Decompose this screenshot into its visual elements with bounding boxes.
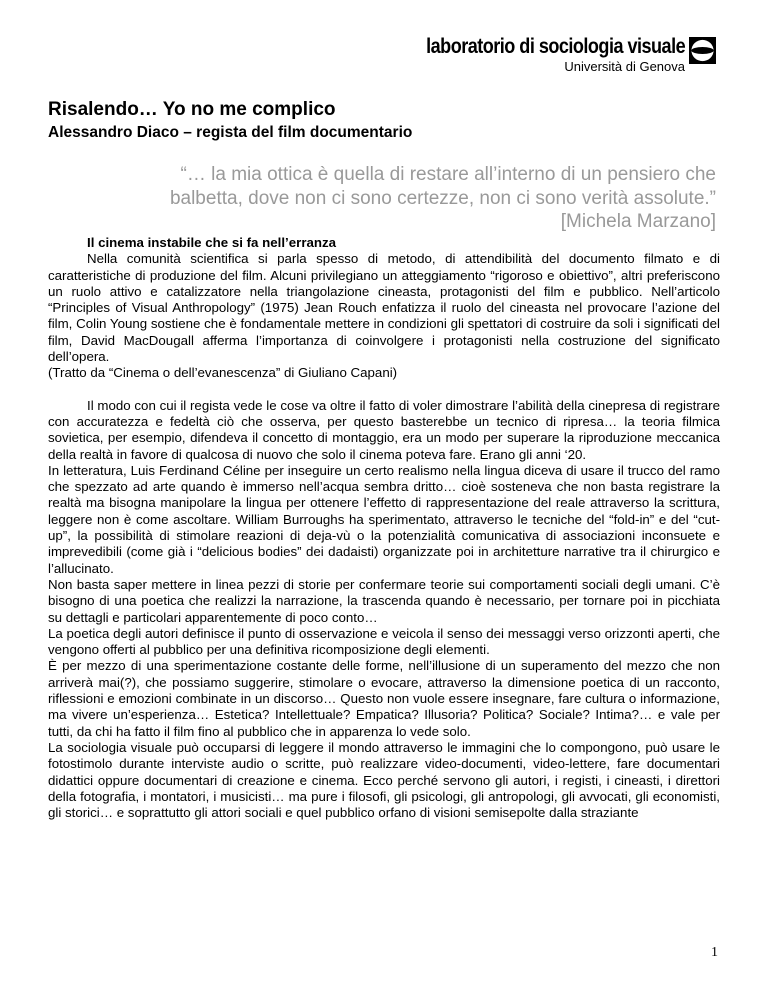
lab-name: laboratorio di sociologia visuale [426,35,685,58]
paragraph: In letteratura, Luis Ferdinand Céline per inseguire un certo realismo nella lingua diceva di usare il trucco del ramo che spezzato ad arte quando è immerso nell’acqua sembra dritto… cioè sosteneva che non basta registrare la realtà ma bisogna manipolare la lingua per ottenere l’effetto di rappresentazione del reale attraverso la scrittura, leggere non è come ascoltare. William Burroughs ha sperimentato, attraverso le tecniche del “fold-in” e del “cut-up”, la possibilità di stimolare reazioni di deja-vù o la potenzialità comunicativa di associazioni inconsuete e imprevedibili (come già i “delicious bodies” dei dadaisti) organizzate poi in architetture narrative tra il chirurgico e l’allucinato. [48,462,720,576]
university-name: Università di Genova [564,59,685,74]
paragraph: È per mezzo di una sperimentazione costante delle forme, nell’illusione di un superamento del mezzo che non arriverà mai(?), che possiamo suggerire, stimolare o evocare, attraverso la dimensione poetica di un racconto, riflessioni e emozioni combinate in un discorso… Questo non vuole essere insegnare, fare cultura o informazione, ma vivere un’esperienza… Estetica? Intellettuale? Empatica? Illusoria? Politica? Sociale? Intima?… e vale per tutti, da chi ha fatto il film fino al pubblico che in apparenza lo vede solo. [48,658,720,739]
header-text [384,36,685,75]
quote-author: [Michela Marzano] [560,211,716,232]
body-text [48,235,720,821]
document-subtitle: Alessandro Diaco – regista del film documentario [48,124,413,141]
paragraph: Nella comunità scientifica si parla spesso di metodo, di attendibilità del documento filmato e di caratteristiche di produzione del film. Alcuni privilegiano un atteggiamento “rigoroso e obiettivo”, altri preferiscono un ruolo attivo e catalizzatore nella triangolazione cineasta, protagonisti del film e pubblico. Nell’articolo “Principles of Visual Anthropology” (1975) Jean Rouch enfatizza il ruolo del cineasta nel provocare l’azione del film, Colin Young sostiene che è fondamentale mettere in condizioni gli spettatori di costruire da soli i significati del film, David MacDougall afferma l’importanza di coinvolgere i protagonisti nella costruzione del significato dell’opera. [48,251,720,365]
paragraph: La sociologia visuale può occuparsi di leggere il mondo attraverso le immagini che lo compongono, può usare le fotostimolo durante interviste audio o scritte, può realizzare video-documenti, video-lettere, fare documentari didattici oppure documentari di creazione e cinema. Ecco perché servono gli autori, i registi, i cineasti, i direttori della fotografia, i montatori, i musicisti… ma pure i filosofi, gli psicologi, gli antropologi, gli avvocati, gli economisti, gli storici… e soprattutto gli attori sociali e quel pubblico orfano di visioni semisepolte dalla straziante [48,739,720,821]
quote-line: balbetta, dove non ci sono certezze, non ci sono verità assolute.” [169,187,716,209]
epigraph-quote [156,163,716,234]
quote-line: “… la mia ottica è quella di restare all’interno di un pensiero che [180,164,716,185]
paragraph-gap [48,382,720,398]
page-number: 1 [711,945,718,960]
paragraph: Il modo con cui il regista vede le cose va oltre il fatto di voler dimostrare l’abilità della cinepresa di registrare con accuratezza e fedeltà ciò che osserva, per questo basterebbe un tecnico di ripresa… la teoria filmica sovietica, per esempio, difendeva il concetto di montaggio, era un modo per superare la riproduzione meccanica della realtà in favore di qualcosa di nuovo che solo il cinema poteva fare. Erano gli anni ‘20. [48,397,720,462]
eye-logo-icon [689,37,716,64]
page-header [384,36,716,75]
citation: (Tratto da “Cinema o dell’evanescenza” di Giuliano Capani) [48,365,398,381]
document-title: Risalendo… Yo no me complico [48,99,336,120]
section-heading: Il cinema instabile che si fa nell’erranza [87,235,337,250]
paragraph: Non basta saper mettere in linea pezzi di storie per confermare teorie sui comportamenti sociali degli umani. C’è bisogno di una poetica che realizzi la narrazione, la trascenda quando è necessario, per tornare poi in picchiata su dettagli e particolari apparentemente di poco conto… [48,576,720,625]
paragraph: La poetica degli autori definisce il punto di osservazione e veicola il senso dei messaggi verso orizzonti aperti, che vengono offerti al pubblico per una definitiva ricomposizione degli elementi. [48,625,720,658]
